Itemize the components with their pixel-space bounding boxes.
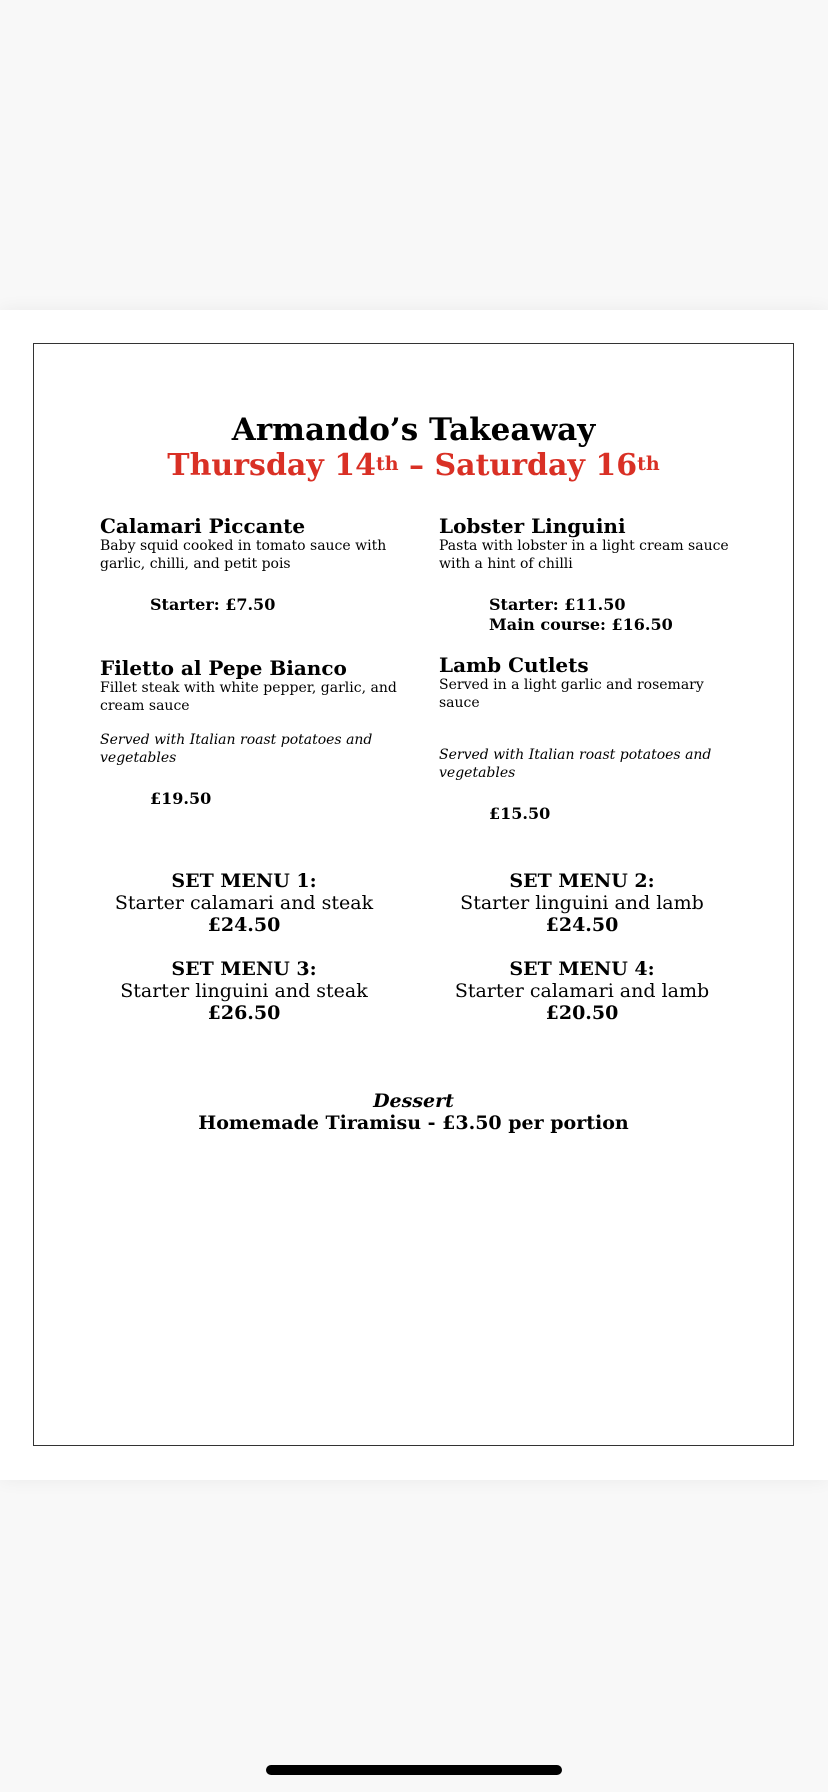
item-name: Calamari Piccante [100, 514, 306, 538]
item-note: Served with Italian roast potatoes and vegetables [439, 747, 712, 781]
set-menu-description: Starter calamari and lamb [454, 980, 710, 1002]
item-description: Baby squid cooked in tomato sauce with garlic, chilli, and petit pois [100, 538, 387, 572]
item-price-starter: Starter: £7.50 [150, 595, 276, 614]
item-price: £15.50 [489, 804, 551, 823]
menu-document [0, 310, 828, 1480]
item-name: Lobster Linguini [439, 514, 626, 538]
item-description: Served in a light garlic and rosemary sauce [439, 677, 704, 711]
date-separator: – [398, 448, 435, 483]
set-menu-price: £20.50 [545, 1002, 619, 1024]
home-indicator[interactable] [266, 1765, 562, 1775]
set-menu-1 [79, 870, 409, 936]
menu-border-frame [33, 343, 794, 1446]
date-end: Saturday 16 [434, 448, 638, 483]
item-price: £19.50 [150, 789, 212, 808]
set-menu-price: £26.50 [207, 1002, 281, 1024]
set-menu-2 [417, 870, 747, 936]
set-menu-price: £24.50 [207, 914, 281, 936]
menu-item-filetto [100, 657, 400, 809]
menu-title: Armando’s Takeaway [231, 412, 596, 448]
set-menu-description: Starter linguini and steak [120, 980, 368, 1002]
dessert-label: Dessert [373, 1090, 454, 1112]
item-description: Pasta with lobster in a light cream sauce with a hint of chilli [439, 538, 729, 572]
set-menu-3 [79, 958, 409, 1024]
set-menu-description: Starter linguini and lamb [460, 892, 704, 914]
item-description: Fillet steak with white pepper, garlic, and cream sauce [100, 680, 397, 714]
item-note: Served with Italian roast potatoes and vegetables [100, 732, 373, 766]
set-menu-4 [417, 958, 747, 1024]
item-name: Filetto al Pepe Bianco [100, 656, 347, 680]
menu-item-calamari [100, 515, 400, 615]
date-end-suffix: th [637, 453, 660, 475]
date-start: Thursday 14 [167, 448, 376, 483]
menu-dates [34, 447, 793, 485]
set-menu-title: SET MENU 4: [509, 958, 655, 980]
set-menu-title: SET MENU 2: [509, 870, 655, 892]
menu-item-lamb [439, 654, 739, 824]
date-start-suffix: th [375, 453, 399, 475]
set-menu-description: Starter calamari and steak [114, 892, 374, 914]
dessert-section [34, 1090, 793, 1134]
set-menu-title: SET MENU 1: [171, 870, 317, 892]
set-menu-price: £24.50 [545, 914, 619, 936]
set-menu-title: SET MENU 3: [171, 958, 317, 980]
item-price-main: Main course: £16.50 [489, 615, 673, 634]
menu-item-lobster [439, 515, 739, 635]
item-price-starter: Starter: £11.50 [489, 595, 626, 614]
dessert-item: Homemade Tiramisu - £3.50 per portion [198, 1112, 629, 1134]
item-name: Lamb Cutlets [439, 653, 589, 677]
